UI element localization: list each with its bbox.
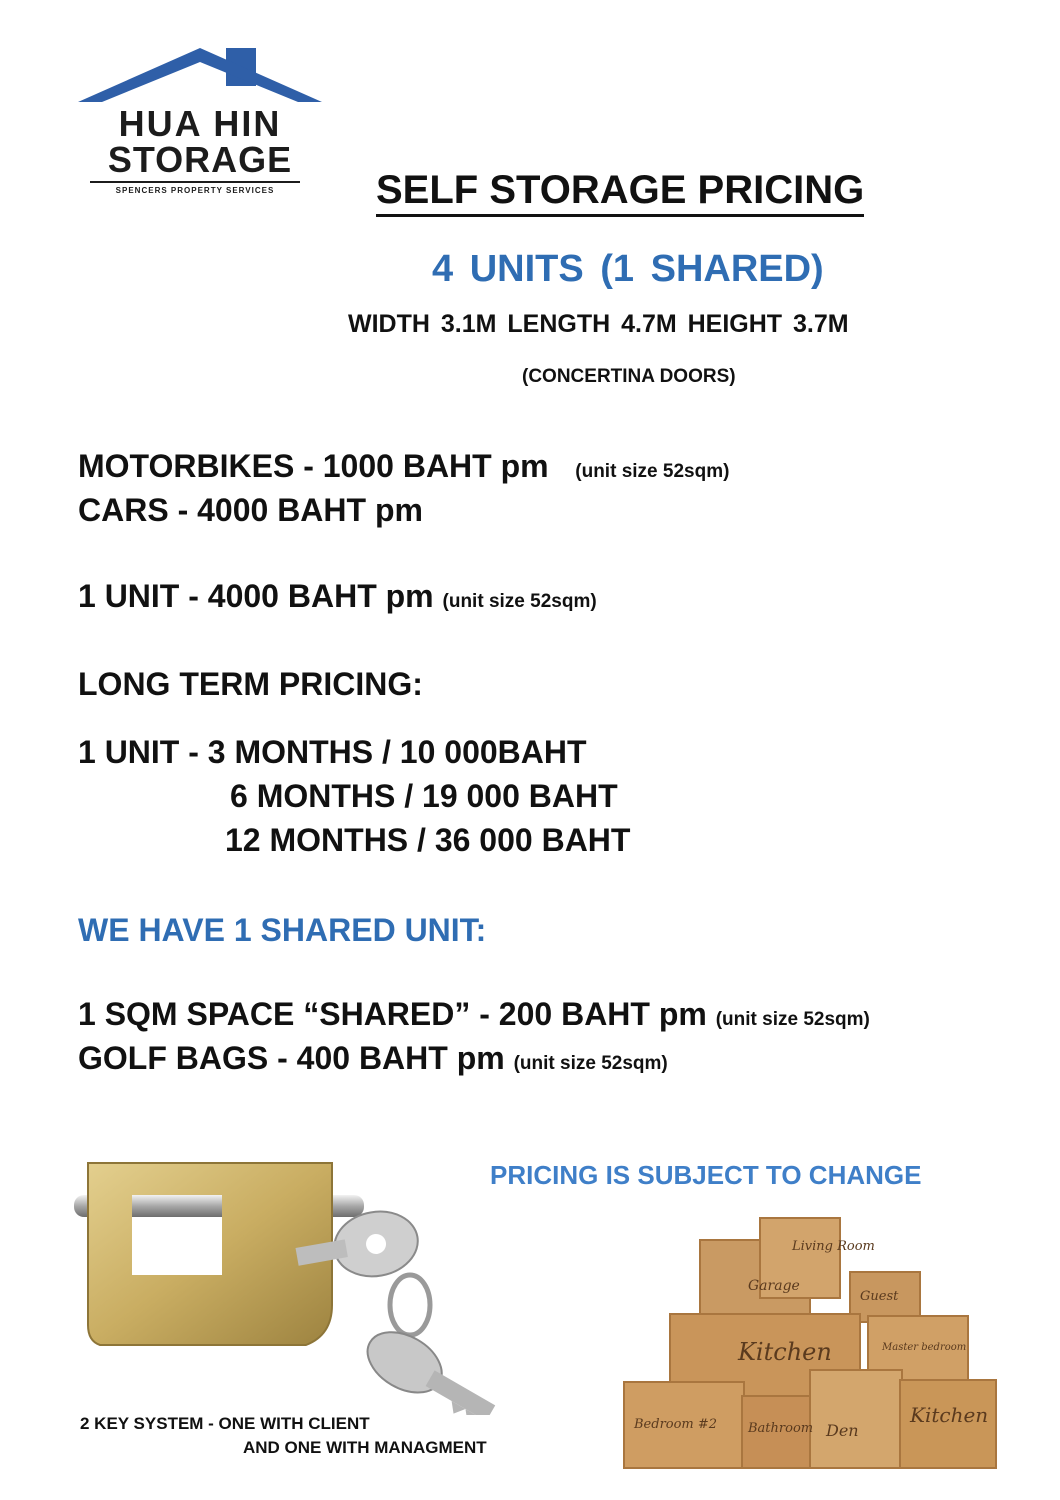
long-term-12-months: 12 MONTHS / 36 000 BAHT [225, 822, 631, 858]
price-shared-sqm [78, 996, 870, 1033]
logo-divider [90, 181, 300, 183]
logo-text-line1: HUA HIN [118, 103, 282, 144]
price-shared-sqm-note: (unit size 52sqm) [715, 1009, 870, 1030]
door-type: (CONCERTINA DOORS) [522, 366, 736, 387]
price-cars: CARS - 4000 BAHT pm [78, 492, 423, 528]
box-label-bedroom2: Bedroom #2 [634, 1417, 718, 1432]
price-golf-bags-note: (unit size 52sqm) [513, 1053, 668, 1074]
box-label-bathroom: Bathroom [748, 1421, 814, 1436]
price-one-unit-note: (unit size 52sqm) [442, 591, 597, 612]
price-motorbikes-note: (unit size 52sqm) [575, 461, 730, 482]
box-label-kitchen2: Kitchen [910, 1403, 989, 1427]
key-system-line1: 2 KEY SYSTEM - ONE WITH CLIENT [80, 1414, 370, 1433]
logo-text-line2: STORAGE [107, 139, 293, 180]
box-label-kitchen: Kitchen [738, 1338, 832, 1366]
key-system-line2: AND ONE WITH MANAGMENT [243, 1438, 487, 1457]
long-term-3-months: 1 UNIT - 3 MONTHS / 10 000BAHT [78, 734, 587, 770]
page-title: SELF STORAGE PRICING [376, 168, 864, 217]
box-label-master: Master bedroom [882, 1342, 967, 1353]
unit-dimensions: WIDTH 3.1M LENGTH 4.7M HEIGHT 3.7M [348, 310, 849, 338]
box-label-den: Den [826, 1421, 859, 1440]
price-shared-sqm-text: 1 SQM SPACE “SHARED” - 200 BAHT pm [78, 996, 707, 1032]
shared-unit-heading: WE HAVE 1 SHARED UNIT: [78, 912, 487, 948]
box-label-guest: Guest [860, 1289, 899, 1304]
moving-boxes-image [620, 1210, 1000, 1475]
pricing-disclaimer: PRICING IS SUBJECT TO CHANGE [490, 1160, 922, 1190]
price-golf-bags [78, 1040, 668, 1077]
padlock-image [70, 1155, 510, 1420]
company-logo [78, 44, 322, 200]
price-one-unit-text: 1 UNIT - 4000 BAHT pm [78, 578, 434, 614]
price-motorbikes-text: MOTORBIKES - 1000 BAHT pm [78, 448, 549, 484]
units-summary: 4 UNITS (1 SHARED) [432, 248, 824, 290]
long-term-6-months: 6 MONTHS / 19 000 BAHT [230, 778, 618, 814]
price-motorbikes [78, 448, 729, 485]
box-label-living: Living Room [792, 1239, 875, 1254]
logo-tagline: SPENCERS PROPERTY SERVICES [115, 186, 275, 195]
price-one-unit [78, 578, 597, 615]
box-label-garage: Garage [748, 1278, 800, 1294]
long-term-heading: LONG TERM PRICING: [78, 666, 423, 702]
price-golf-bags-text: GOLF BAGS - 400 BAHT pm [78, 1040, 505, 1076]
